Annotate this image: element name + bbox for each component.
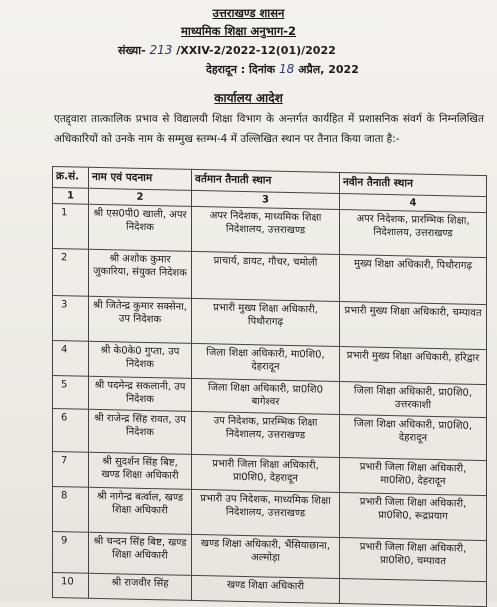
serial-cell: 4 <box>53 341 89 377</box>
current-post-cell: प्राचार्य, डायट, गौचर, चमोली <box>192 251 340 301</box>
new-post-cell: प्रभारी जिला शिक्षा अधिकारी, प्रा0शि0, चम्पावत <box>340 538 487 582</box>
name-cell: श्री अशोक कुमार जुकारिया, संयुक्त निदेशक <box>89 249 192 298</box>
serial-cell: 10 <box>53 573 89 599</box>
header-current-post: वर्तमान तैनाती स्थान <box>192 169 340 193</box>
posting-table <box>52 166 487 607</box>
current-post-cell: प्रभारी मुख्य शिक्षा अधिकारी, पिथौरागढ़ <box>192 298 340 346</box>
header-name: नाम एवं पदनाम <box>89 167 192 190</box>
new-post-cell: प्रभारी मुख्य शिक्षा अधिकारी, चम्पावत <box>340 302 487 350</box>
order-title: कार्यालय आदेश <box>214 91 283 105</box>
new-post-cell: मुख्य शिक्षा अधिकारी, पिथौरागढ़ <box>340 255 487 305</box>
new-post-cell: जिला शिक्षा अधिकारी, प्रा0शि0, उत्तरकाशी <box>340 382 487 418</box>
serial-cell: 6 <box>53 409 89 453</box>
header-new-post: नवीन तैनाती स्थान <box>340 173 487 197</box>
name-cell: श्री चन्दन सिंह बिष्ट, खण्ड शिक्षा अधिकारी <box>89 532 192 575</box>
government-heading: उत्तराखण्ड शासन <box>212 6 285 20</box>
current-post-cell: खण्ड शिक्षा अधिकारी <box>192 575 340 603</box>
name-cell: श्री पदमेन्द्र सकलानी, उप निदेशक <box>89 376 192 411</box>
name-cell: श्री जितेन्द्र कुमार सक्सेना, उप निदेशक <box>89 296 192 343</box>
date-day: 18 <box>278 62 295 76</box>
current-post-cell: उप निदेशक, प्रारम्भिक शिक्षा निदेशालय, उत्तराखण्ड <box>192 411 340 457</box>
serial-cell: 7 <box>53 452 89 488</box>
col-number: 4 <box>340 194 487 213</box>
order-paragraph: एतद्द्वारा तात्कालिक प्रभाव से विद्यालयी शिक्षा विभाग के अन्तर्गत कार्यहित में प्रशासनिक संवर्ग के निम्नलिखित अधिकारियों को उनके नाम के सम्मुख स्तम्भ-4 में उल्लिखित स्थान पर तैनात किया जाता है:- <box>54 113 484 145</box>
current-post-cell: खण्ड शिक्षा अधिकारी, भैंसियाछाना, अल्मोड़ा <box>192 534 340 578</box>
name-cell: श्री के0के0 गुप्ता, उप निदेशक <box>89 341 192 378</box>
current-post-cell: प्रभारी उप निदेशक, माध्यमिक शिक्षा निदेशालय, उत्तराखण्ड <box>192 489 340 537</box>
current-post-cell: अपर निदेशक, माध्यमिक शिक्षा निदेशालय, उत्तराखण्ड <box>192 206 340 254</box>
date-prefix: देहरादून : दिनांक <box>206 63 276 76</box>
new-post-cell: प्रभारी जिला शिक्षा अधिकारी, मा0शि0, देहरादून <box>340 458 487 496</box>
name-cell: श्री एस0पी0 खाली, अपर निदेशक <box>89 204 192 251</box>
reference-number: 213 <box>149 43 173 57</box>
serial-cell: 8 <box>53 487 89 533</box>
date-month-year: अप्रैल, 2022 <box>298 63 359 76</box>
current-post-cell: जिला शिक्षा अधिकारी, मा0शि0, देहरादून <box>192 343 340 381</box>
reference-code: /XXIV-2/2022-12(01)/2022 <box>176 44 336 57</box>
new-post-cell: प्रभारी जिला शिक्षा अधिकारी, प्रा0शि0, रूद्रप्रयाग <box>340 493 487 541</box>
serial-cell: 2 <box>53 249 89 297</box>
reference-line <box>118 43 336 58</box>
serial-cell: 1 <box>53 204 89 250</box>
current-post-cell: जिला शिक्षा अधिकारी, प्रा0शि0 बागेश्वर <box>192 378 340 414</box>
current-post-cell: प्रभारी जिला शिक्षा अधिकारी, प्रा0शि0, देहरादून <box>192 454 340 492</box>
section-heading: माध्यमिक शिक्षा अनुभाग-2 <box>180 24 297 38</box>
date-line <box>206 62 359 77</box>
new-post-cell: प्रभारी मुख्य शिक्षा अधिकारी, हरिद्वार <box>340 347 487 385</box>
col-number: 2 <box>89 188 192 206</box>
name-cell: श्री नागेन्द्र बर्त्वाल, खण्ड शिक्षा अधिकारी <box>89 487 192 534</box>
serial-cell: 5 <box>53 376 89 410</box>
serial-cell: 9 <box>53 532 89 574</box>
header-serial: क्र.सं. <box>53 167 89 189</box>
name-cell: श्री राजेन्द्र सिंह रावत, उप निदेशक <box>89 409 192 454</box>
serial-cell: 3 <box>53 296 89 342</box>
col-number: 1 <box>53 188 89 205</box>
reference-label: संख्या- <box>118 44 146 57</box>
new-post-cell: अपर निदेशक, प्रारम्भिक शिक्षा, निदेशालय, उत्तराखण्ड <box>340 210 487 258</box>
name-cell: श्री राजवीर सिंह <box>89 573 192 600</box>
col-number: 3 <box>192 190 340 209</box>
new-post-cell: जिला शिक्षा अधिकारी, प्रा0शि0, देहरादून <box>340 415 487 461</box>
name-cell: श्री सुदर्शन सिंह बिष्ट, खण्ड शिक्षा अधिकारी <box>89 452 192 489</box>
new-post-cell <box>340 579 487 607</box>
